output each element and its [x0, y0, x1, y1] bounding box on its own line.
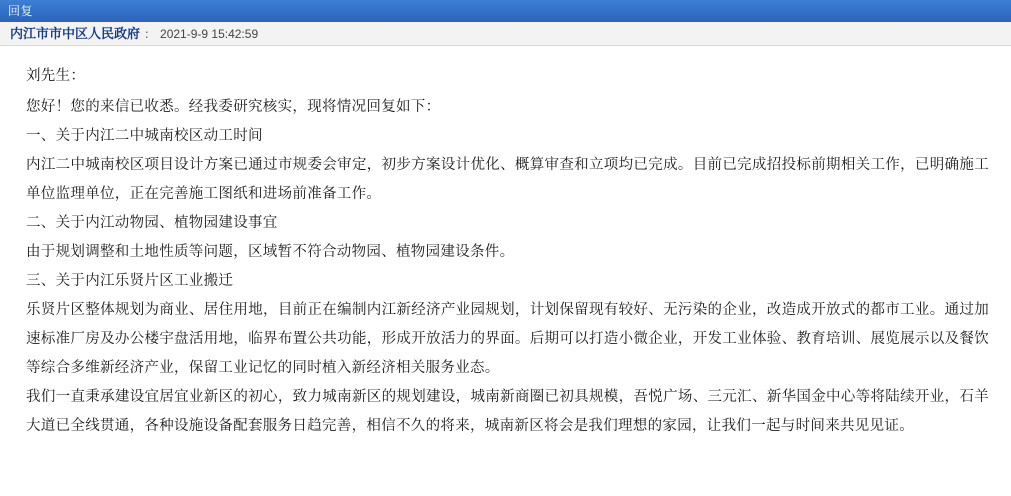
sender-name: 内江市市中区人民政府: [10, 26, 141, 41]
window-title-bar: [0, 0, 1011, 22]
letter-paragraph-3: 由于规划调整和土地性质等问题，区域暂不符合动物园、植物园建设条件。: [26, 244, 515, 260]
meta-separator: ：: [144, 27, 157, 41]
letter-paragraph-2: 内江二中城南校区项目设计方案已通过市规委会审定，初步方案设计优化、概算审查和立项均已完成。目前已完成招投标前期相关工作，已明确施工单位监理单位，正在完善施工图纸和进场前准备工作。: [26, 157, 989, 202]
letter-paragraph-4: 乐贤片区整体规划为商业、居住用地，目前正在编制内江新经济产业园规划，计划保留现有较好、无污染的企业，改造成开放式的都市工业。通过加速标准厂房及办公楼宇盘活用地，临界布置公共功能，形成开放活力的界面。后期可以打造小微企业，开发工业体验、教育培训、展览展示以及餐饮等综合多维新经济产业，保留工业记忆的同时植入新经济相关服务业态。: [26, 302, 989, 376]
letter-heading-3: 三、关于内江乐贤片区工业搬迁: [26, 273, 234, 289]
window-title: 回复: [8, 4, 34, 18]
letter-paragraph-5: 我们一直秉承建设宜居宜业新区的初心，致力城南新区的规划建设，城南新商圈已初具规模，吾悦广场、三元汇、新华国金中心等将陆续开业，石羊大道已全线贯通，各种设施设备配套服务日趋完善，相信不久的将来，城南新区将会是我们理想的家园，让我们一起与时间来共见见证。: [26, 389, 989, 434]
letter-body: [0, 46, 1011, 451]
message-meta-bar: [0, 22, 1011, 46]
letter-salutation: 刘先生：: [26, 68, 86, 84]
letter-paragraph-1: 您好！您的来信已收悉。经我委研究核实，现将情况回复如下：: [26, 99, 441, 115]
reply-timestamp: 2021-9-9 15:42:59: [160, 26, 259, 41]
letter-heading-1: 一、关于内江二中城南校区动工时间: [26, 128, 263, 144]
letter-heading-2: 二、关于内江动物园、植物园建设事宜: [26, 215, 278, 231]
